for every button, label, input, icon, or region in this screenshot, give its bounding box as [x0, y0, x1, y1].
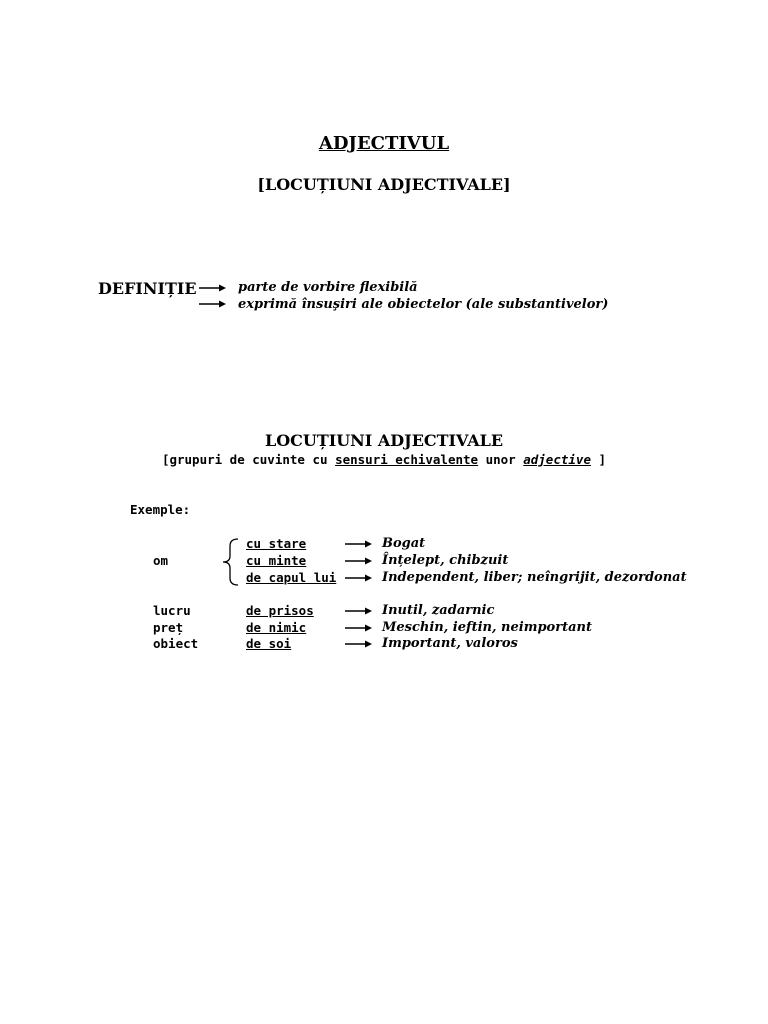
- arrow-right-icon: [345, 573, 373, 583]
- definition-point-2: exprimă însuşiri ale obiectelor (ale substantivelor): [238, 297, 609, 312]
- example-noun: obiect: [153, 636, 199, 651]
- example-noun-om: om: [153, 553, 169, 568]
- curly-brace-icon: [222, 538, 240, 586]
- section-subtitle-prefix: [grupuri de cuvinte cu: [161, 452, 328, 467]
- example-phrase: de capul lui: [246, 570, 337, 585]
- arrow-right-icon: [345, 539, 373, 549]
- section-subtitle: [0, 452, 768, 467]
- section-subtitle-italic: adjective: [523, 452, 591, 467]
- example-meaning: Important, valoros: [382, 636, 518, 651]
- example-phrase: de nimic: [246, 620, 307, 635]
- arrow-right-icon: [345, 606, 373, 616]
- arrow-right-icon: [345, 556, 373, 566]
- section-subtitle-underlined: sensuri echivalente: [335, 452, 479, 467]
- example-meaning: Bogat: [382, 536, 426, 551]
- example-noun: lucru: [153, 603, 191, 618]
- example-meaning: Inutil, zadarnic: [382, 603, 495, 618]
- example-phrase: de soi: [246, 636, 292, 651]
- arrow-right-icon: [345, 639, 373, 649]
- section-subtitle-suffix: ]: [598, 452, 607, 467]
- example-phrase: cu stare: [246, 536, 307, 551]
- section-title: LOCUȚIUNI ADJECTIVALE: [264, 431, 504, 450]
- example-noun: preț: [153, 620, 184, 635]
- example-phrase: cu minte: [246, 553, 307, 568]
- example-meaning: Independent, liber; neîngrijit, dezordonat: [382, 570, 687, 585]
- example-phrase: de prisos: [246, 603, 314, 618]
- section-subtitle-middle: unor: [485, 452, 516, 467]
- examples-label: Exemple:: [130, 502, 191, 517]
- example-meaning: Înțelept, chibzuit: [382, 553, 509, 568]
- page-title: ADJECTIVUL: [318, 133, 450, 154]
- arrow-right-icon: [345, 623, 373, 633]
- example-meaning: Meschin, ieftin, neimportant: [382, 620, 592, 635]
- definition-label: DEFINIȚIE: [98, 279, 197, 298]
- definition-point-1: parte de vorbire flexibilă: [238, 280, 418, 295]
- arrow-right-icon: [199, 299, 227, 309]
- page-subtitle: [LOCUȚIUNI ADJECTIVALE]: [257, 175, 511, 194]
- arrow-right-icon: [199, 283, 227, 293]
